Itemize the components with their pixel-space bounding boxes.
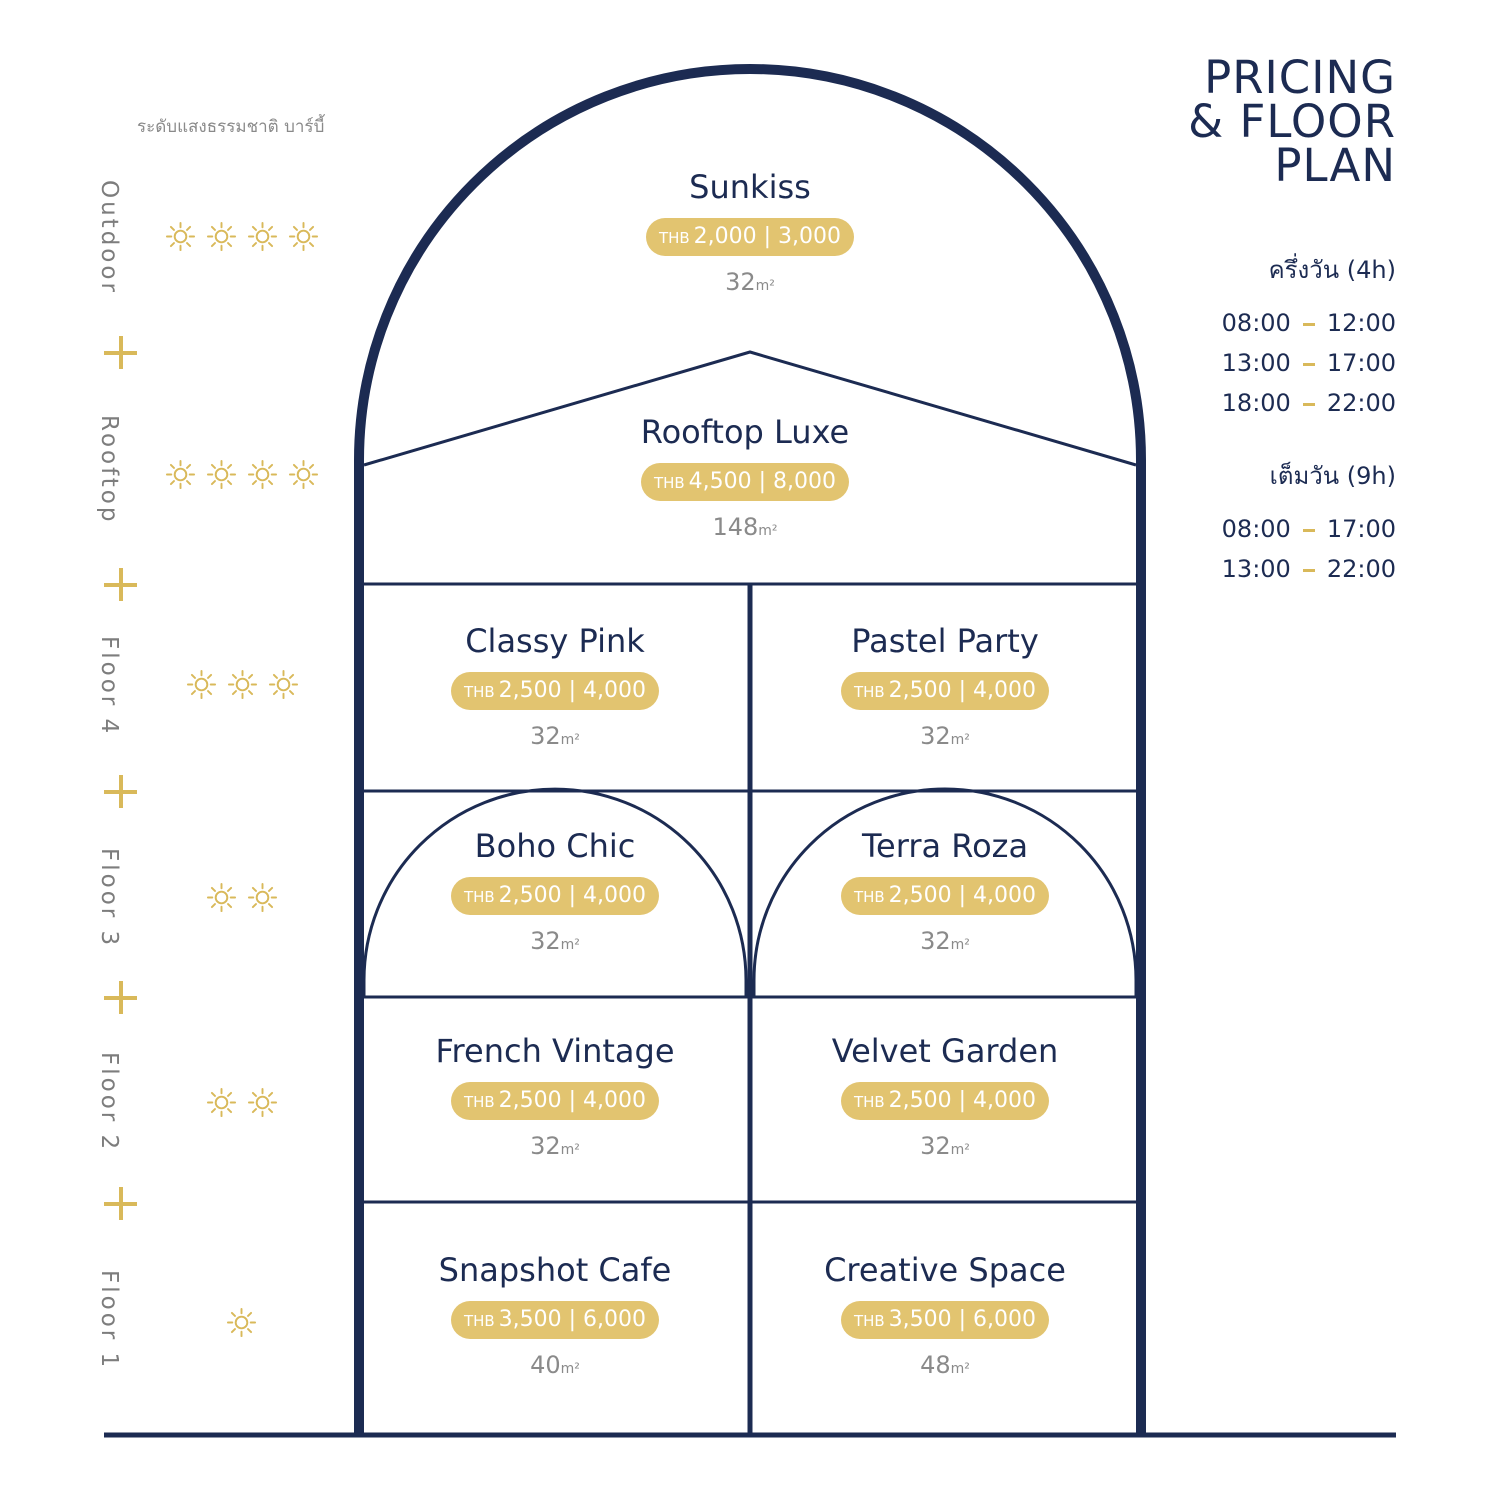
price-badge [841, 1301, 1049, 1339]
sun-icon [165, 221, 196, 252]
room-classy-pink [364, 622, 746, 750]
area-unit: m² [560, 1142, 580, 1158]
title-line-1: PRICING [1204, 51, 1396, 104]
sun-icon [247, 459, 278, 490]
room-velvet-garden [754, 1032, 1136, 1160]
sun-icon [247, 882, 278, 913]
slot-end: 17:00 [1326, 349, 1396, 377]
area-value: 40 [530, 1351, 561, 1379]
room-name: Creative Space [824, 1251, 1066, 1289]
room-name: Sunkiss [689, 168, 811, 206]
area-unit: m² [950, 732, 970, 748]
slot-end: 17:00 [1326, 515, 1396, 543]
price-value: 3,500 | 6,000 [498, 1307, 647, 1332]
room-name: Velvet Garden [831, 1032, 1059, 1070]
room-area [550, 268, 950, 296]
floor-label-floor-2: Floor 2 [96, 1052, 122, 1153]
price-value: 2,500 | 4,000 [888, 678, 1037, 703]
dash-icon [1303, 323, 1315, 326]
room-area [754, 722, 1136, 750]
floor-label-floor-4: Floor 4 [96, 636, 122, 737]
room-area [364, 722, 746, 750]
slot-start: 08:00 [1221, 515, 1291, 543]
price-value: 2,500 | 4,000 [888, 1088, 1037, 1113]
room-area [754, 1132, 1136, 1160]
light-level-legend: ระดับแสงธรรมชาติ บาร์บี้ [137, 117, 325, 137]
floor-label-floor-1: Floor 1 [96, 1270, 122, 1371]
area-value: 32 [920, 722, 951, 750]
price-value: 2,000 | 3,000 [693, 224, 842, 249]
time-slot [1222, 549, 1396, 589]
floor-label-rooftop: Rooftop [96, 415, 122, 525]
slot-start: 08:00 [1221, 309, 1291, 337]
room-rooftop-luxe [545, 413, 945, 541]
sun-icon [288, 459, 319, 490]
price-badge [841, 672, 1049, 710]
room-french-vintage [364, 1032, 746, 1160]
time-slot [1222, 303, 1396, 343]
plus-divider-icon [104, 775, 137, 808]
room-sunkiss [550, 168, 950, 296]
area-unit: m² [560, 732, 580, 748]
room-name: Pastel Party [851, 622, 1039, 660]
price-badge [841, 1082, 1049, 1120]
plus-divider-icon [104, 336, 137, 369]
price-badge [646, 218, 854, 256]
slot-start: 18:00 [1221, 389, 1291, 417]
price-value: 2,500 | 4,000 [498, 1088, 647, 1113]
currency-label: THB [463, 888, 495, 906]
plus-divider-icon [104, 981, 137, 1014]
room-area [364, 1351, 746, 1379]
price-badge [451, 1082, 659, 1120]
slot-end: 22:00 [1326, 389, 1396, 417]
area-value: 32 [920, 1132, 951, 1160]
price-value: 4,500 | 8,000 [688, 469, 837, 494]
room-creative-space [754, 1251, 1136, 1379]
room-name: Rooftop Luxe [640, 413, 850, 451]
title-line-3: PLAN [1274, 139, 1396, 192]
currency-label: THB [463, 1312, 495, 1330]
time-slot [1222, 509, 1396, 549]
sun-icon [206, 1087, 237, 1118]
slot-end: 12:00 [1326, 309, 1396, 337]
area-unit: m² [755, 278, 775, 294]
slot-start: 13:00 [1221, 555, 1291, 583]
currency-label: THB [853, 683, 885, 701]
area-value: 32 [530, 722, 561, 750]
room-pastel-party [754, 622, 1136, 750]
light-level-floor-2 [206, 1087, 278, 1118]
dash-icon [1303, 403, 1315, 406]
light-level-outdoor [165, 221, 319, 252]
sun-icon [186, 669, 217, 700]
schedule-heading: ครึ่งวัน (4h) [1268, 256, 1396, 284]
currency-label: THB [463, 1093, 495, 1111]
area-value: 32 [725, 268, 756, 296]
sun-icon [247, 1087, 278, 1118]
room-area [364, 927, 746, 955]
area-unit: m² [758, 523, 778, 539]
room-area [754, 927, 1136, 955]
currency-label: THB [463, 683, 495, 701]
currency-label: THB [853, 1093, 885, 1111]
room-area [754, 1351, 1136, 1379]
plus-divider-icon [104, 1187, 137, 1220]
schedule-heading: เต็มวัน (9h) [1269, 462, 1396, 490]
sun-icon [227, 669, 258, 700]
area-value: 48 [920, 1351, 951, 1379]
price-value: 2,500 | 4,000 [498, 883, 647, 908]
room-name: Boho Chic [474, 827, 636, 865]
schedule-full-day [1222, 456, 1396, 589]
price-badge [451, 1301, 659, 1339]
dash-icon [1303, 529, 1315, 532]
time-slot [1222, 383, 1396, 423]
price-badge [841, 877, 1049, 915]
price-badge [451, 877, 659, 915]
area-unit: m² [950, 1142, 970, 1158]
page-title [1188, 51, 1396, 192]
area-value: 32 [530, 1132, 561, 1160]
room-name: French Vintage [435, 1032, 675, 1070]
area-value: 148 [712, 513, 759, 541]
sun-icon [206, 221, 237, 252]
room-name: Terra Roza [861, 827, 1029, 865]
sun-icon [206, 882, 237, 913]
light-level-floor-1 [226, 1307, 257, 1338]
schedule-half-day [1222, 250, 1396, 423]
room-name: Classy Pink [465, 622, 645, 660]
area-unit: m² [560, 937, 580, 953]
light-level-rooftop [165, 459, 319, 490]
sun-icon [165, 459, 196, 490]
sun-icon [268, 669, 299, 700]
floor-label-floor-3: Floor 3 [96, 848, 122, 949]
dash-icon [1303, 569, 1315, 572]
currency-label: THB [853, 888, 885, 906]
sun-icon [206, 459, 237, 490]
title-line-2: & FLOOR [1188, 95, 1396, 148]
sun-icon [247, 221, 278, 252]
light-level-floor-4 [186, 669, 299, 700]
floor-label-outdoor: Outdoor [96, 180, 122, 295]
time-slot [1222, 343, 1396, 383]
room-boho-chic [364, 827, 746, 955]
price-badge [641, 463, 849, 501]
area-unit: m² [950, 937, 970, 953]
room-area [545, 513, 945, 541]
sun-icon [226, 1307, 257, 1338]
price-badge [451, 672, 659, 710]
room-area [364, 1132, 746, 1160]
sun-icon [288, 221, 319, 252]
area-value: 32 [920, 927, 951, 955]
slot-end: 22:00 [1326, 555, 1396, 583]
plus-divider-icon [104, 568, 137, 601]
room-snapshot-cafe [364, 1251, 746, 1379]
price-value: 3,500 | 6,000 [888, 1307, 1037, 1332]
currency-label: THB [853, 1312, 885, 1330]
dash-icon [1303, 363, 1315, 366]
light-level-floor-3 [206, 882, 278, 913]
currency-label: THB [658, 229, 690, 247]
currency-label: THB [653, 474, 685, 492]
room-name: Snapshot Cafe [438, 1251, 672, 1289]
area-unit: m² [560, 1361, 580, 1377]
price-value: 2,500 | 4,000 [888, 883, 1037, 908]
room-terra-roza [754, 827, 1136, 955]
area-value: 32 [530, 927, 561, 955]
price-value: 2,500 | 4,000 [498, 678, 647, 703]
slot-start: 13:00 [1221, 349, 1291, 377]
area-unit: m² [950, 1361, 970, 1377]
